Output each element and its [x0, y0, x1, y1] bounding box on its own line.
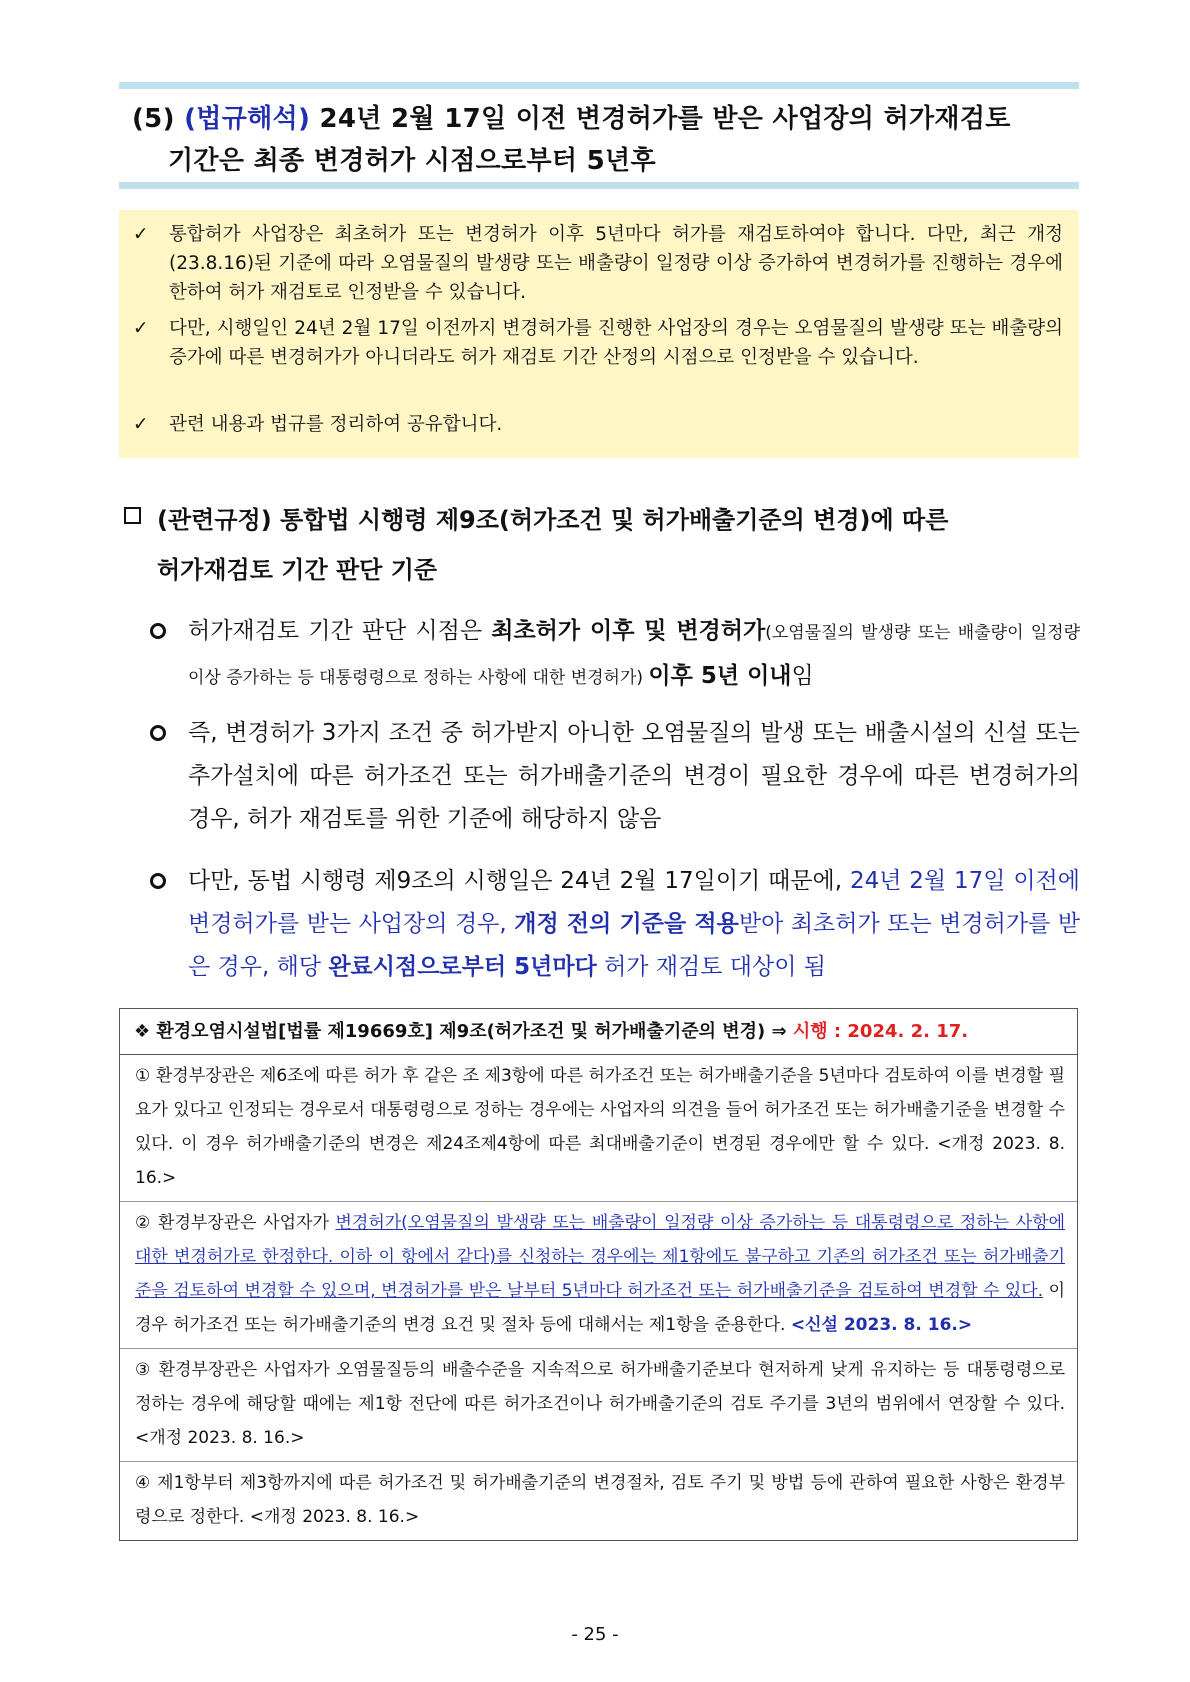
summary-item [133, 314, 1063, 372]
bullet1-text-c: (오염물질의 발생량 또는 배출량이 일정량 이상 증가하는 등 대통령령으로 정하는 사항에 대한 변경허가) [188, 623, 1080, 688]
checkbox-square-icon [124, 507, 141, 524]
law-clause-2 [120, 1202, 1077, 1349]
law-title: 환경오염시설법[법률 제19669호] 제9조(허가조건 및 허가배출기준의 변경) ⇒ [150, 1021, 793, 1042]
title-line2: 기간은 최종 변경허가 시점으로부터 5년후 [168, 146, 656, 176]
page-title [132, 98, 1072, 182]
circle-bullet-icon [150, 725, 166, 741]
law-clause-1: ① 환경부장관은 제6조에 따른 허가 후 같은 조 제3항에 따른 허가조건 또는 허가배출기준을 5년마다 검토하여 이를 변경할 필요가 있다고 인정되는 경우로서 대통령령으로 정하는 경우에는 사업자의 의견을 들어 허가조건 또는 허가배출기준을 변경할 수 있다. 이 경우 허가배출기준의 변경은 제24조제4항에 따른 최대배출기준이 변경된 경우에만 할 수 있다. <개정 2023. 8. 16.> [120, 1055, 1077, 1202]
law-clause-3: ③ 환경부장관은 사업자가 오염물질등의 배출수준을 지속적으로 허가배출기준보다 현저하게 낮게 유지하는 등 대통령령으로 정하는 경우에 해당할 때에는 제1항 전단에 따른 허가조건이나 허가배출기준의 검토 주기를 3년의 범위에서 연장할 수 있다. <개정 2023. 8. 16.> [120, 1349, 1077, 1462]
summary-item [133, 410, 1063, 439]
summary-item [133, 220, 1063, 307]
title-bottom-rule [119, 182, 1079, 189]
bullet2-text: 즉, 변경허가 3가지 조건 중 허가받지 아니한 오염물질의 발생 또는 배출시설의 신설 또는 추가설치에 따른 허가조건 또는 허가배출기준의 변경이 필요한 경우에 따른 변경허가의 경우, 허가 재검토를 위한 기준에 해당하지 않음 [188, 720, 1080, 832]
title-rest: 24년 2월 17일 이전 변경허가를 받은 사업장의 허가재검토 [310, 104, 1011, 134]
bullet3-text-b: 24년 2월 17일 이전에 변경허가를 받는 사업장의 경우, [188, 868, 1080, 937]
check-icon: ✓ [133, 414, 149, 435]
circle-bullet-icon [150, 623, 166, 639]
bullet3-text-c: 개정 전의 기준을 적용 [514, 911, 739, 937]
law-header [120, 1009, 1077, 1055]
bullet1-text-a: 허가재검토 기간 판단 시점은 [188, 618, 492, 644]
bullet1-text-b: 최초허가 이후 및 변경허가 [491, 618, 766, 644]
bullet-item [150, 610, 1080, 700]
bullet3-text-d: 받아 최초허가 또는 변경허가를 받은 경우, 해당 [188, 911, 1081, 980]
summary-text: 다만, 시행일인 24년 2월 17일 이전까지 변경허가를 진행한 사업장의 경우는 오염물질의 발생량 또는 배출량의 증가에 따른 변경허가가 아니더라도 허가 재검토 기간 산정의 시점으로 인정받을 수 있습니다. [169, 318, 1063, 368]
check-icon: ✓ [133, 318, 149, 339]
section-heading [124, 495, 1079, 595]
title-interp: (법규해석) [184, 104, 311, 134]
clause2-text-underlined: 변경허가(오염물질의 발생량 또는 배출량이 일정량 이상 증가하는 등 대통령령으로 정하는 사항에 대한 변경허가로 한정한다. 이하 이 항에서 같다)를 신청하는 경우에는 제1항에도 불구하고 기존의 허가조건 또는 허가배출기준을 검토하여 변경할 수 있으며, 변경허가를 받은 날부터 5년마다 허가조건 또는 허가배출기준을 검토하여 변경할 수 있다. [135, 1213, 1065, 1301]
bullet3-text-e: 완료시점으로부터 5년마다 [328, 954, 597, 980]
bullet1-text-d: 이후 5년 이내 [648, 663, 792, 689]
clause2-text-c: 이 경우 허가조건 또는 허가배출기준의 변경 요건 및 절차 등에 대해서는 제1항을 준용한다. [135, 1281, 1066, 1335]
law-clause-4: ④ 제1항부터 제3항까지에 따른 허가조건 및 허가배출기준의 변경절차, 검토 주기 및 방법 등에 관하여 필요한 사항은 환경부령으로 정한다. <개정 2023. 8. 16.> [135, 1473, 1065, 1527]
law-effective-date: 시행 : 2024. 2. 17. [792, 1021, 969, 1042]
section-heading-line2: 허가재검토 기간 판단 기준 [157, 556, 438, 584]
clause2-text-a: ② 환경부장관은 사업자가 [135, 1213, 336, 1233]
diamond-icon: ❖ [134, 1021, 151, 1042]
bullet1-text-e: 임 [791, 663, 814, 689]
title-top-rule [119, 82, 1079, 89]
bullet3-text-a: 다만, 동법 시행령 제9조의 시행일은 24년 2월 17일이기 때문에, [188, 868, 850, 894]
bullet3-text-f: 허가 재검토 대상이 됨 [596, 954, 826, 980]
bullet-item [150, 860, 1080, 989]
summary-text: 관련 내용과 법규를 정리하여 공유합니다. [169, 414, 503, 435]
bullet-item [150, 712, 1080, 841]
section-heading-line1: (관련규정) 통합법 시행령 제9조(허가조건 및 허가배출기준의 변경)에 따른 [157, 506, 949, 534]
clause2-amend-note: <신설 2023. 8. 16.> [790, 1315, 973, 1335]
circle-bullet-icon [150, 873, 166, 889]
summary-box [119, 210, 1079, 458]
check-icon: ✓ [133, 224, 149, 245]
law-box [119, 1008, 1078, 1541]
title-number: (5) [132, 104, 185, 134]
summary-text: 통합허가 사업장은 최초허가 또는 변경허가 이후 5년마다 허가를 재검토하여야 합니다. 다만, 최근 개정(23.8.16)된 기준에 따라 오염물질의 발생량 또는 배출량이 일정량 이상 증가하여 변경허가를 진행하는 경우에 한하여 허가 재검토로 인정받을 수 있습니다. [169, 224, 1063, 303]
page-number: - 25 - [571, 1624, 619, 1645]
